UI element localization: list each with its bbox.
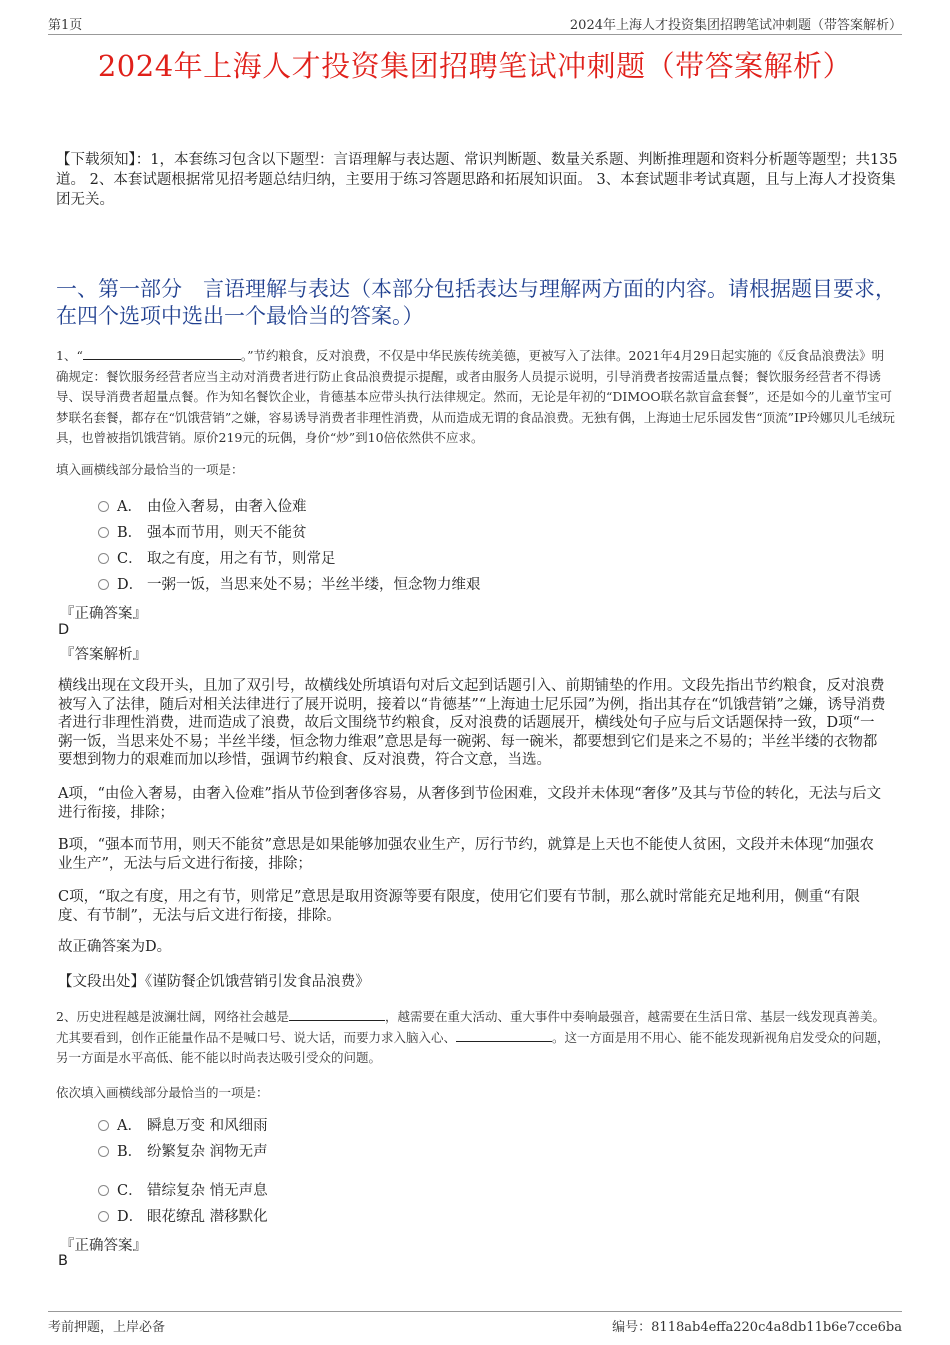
question-1-text bbox=[56, 346, 896, 449]
option-text: 纷繁复杂 润物无声 bbox=[147, 1144, 268, 1160]
q1-option-b[interactable] bbox=[98, 523, 307, 543]
option-key: D． bbox=[117, 577, 144, 593]
q1-answer-value: D bbox=[58, 622, 70, 638]
document-title: 2024年上海人才投资集团招聘笔试冲刺题（带答案解析） bbox=[97, 49, 853, 83]
option-text: 由俭入奢易，由奢入俭难 bbox=[147, 499, 307, 515]
option-key: A． bbox=[117, 499, 142, 515]
q1-option-a[interactable] bbox=[98, 497, 307, 517]
option-text: 眼花缭乱 潜移默化 bbox=[147, 1209, 268, 1225]
question-2-suffix: 。这一方面是用不用心、能不能发现新视角启发受众的问题，另一方面是水平高低、能不能以时尚表达吸引受众的问题。 bbox=[56, 1029, 890, 1065]
page-number: 第1页 bbox=[48, 18, 83, 33]
option-key: B． bbox=[117, 525, 143, 541]
radio-icon[interactable] bbox=[98, 553, 109, 564]
radio-icon[interactable] bbox=[98, 501, 109, 512]
option-key: D． bbox=[117, 1209, 144, 1225]
question-1-prefix: 1、“ bbox=[56, 348, 83, 363]
footer-doc-id: 编号：8118ab4effa220c4a8db11b6e7cce6ba bbox=[612, 1320, 902, 1335]
option-key: B． bbox=[117, 1144, 143, 1160]
q2-option-c[interactable] bbox=[98, 1181, 268, 1201]
page-footer bbox=[48, 1311, 902, 1334]
page-header bbox=[48, 14, 902, 35]
radio-icon[interactable] bbox=[98, 579, 109, 590]
option-key: C． bbox=[117, 1183, 143, 1199]
option-key: C． bbox=[117, 551, 143, 567]
question-2-middle: ，越需要在重大活动、重大事件中奏响最强音，越需要在生活日常、基层一线发现真善美。尤其要看到，创作正能量作品不是喊口号、说大话，而要力求入脑入心、 bbox=[56, 1009, 885, 1045]
q2-answer-value: B bbox=[58, 1253, 68, 1269]
q1-option-d[interactable] bbox=[98, 575, 481, 595]
q1-analysis-label: 『答案解析』 bbox=[60, 647, 147, 663]
option-key: A． bbox=[117, 1118, 142, 1134]
q1-analysis-paragraph: 横线出现在文段开头，且加了双引号，故横线处所填语句对后文起到话题引入、前期铺垫的作用。文段先指出节约粮食，反对浪费被写入了法律，随后对相关法律进行了展开说明，接着以“肯德基”“上海迪士尼乐园”为例，指出其存在“饥饿营销”之嫌，诱导消费者进行非理性消费，进而造成了浪费，故后文围绕节约粮食，反对浪费的话题展开，横线处句子应与后文话题保持一致，D项“一粥一饭，当思来处不易；半丝半缕，恒念物力维艰”意思是每一碗粥、每一碗米，都要想到它们是来之不易的；半丝半缕的衣物都要想到物力的艰难而加以珍惜，强调节约粮食、反对浪费，符合文意，当选。 bbox=[58, 678, 886, 768]
q1-option-c[interactable] bbox=[98, 549, 336, 569]
question-2-text bbox=[56, 1007, 896, 1069]
question-2-prefix: 2、历史进程越是波澜壮阔，网络社会越是 bbox=[56, 1009, 289, 1024]
q2-option-d[interactable] bbox=[98, 1207, 268, 1227]
radio-icon[interactable] bbox=[98, 1211, 109, 1222]
q1-answer-label: 『正确答案』 bbox=[60, 606, 147, 622]
question-2-prompt: 依次填入画横线部分最恰当的一项是： bbox=[56, 1085, 269, 1100]
section-heading: 一、第一部分 言语理解与表达（本部分包括表达与理解两方面的内容。请根据题目要求，在四个选项中选出一个最恰当的答案。） bbox=[56, 277, 896, 328]
q1-analysis-paragraph: B项，“强本而节用，则天不能贫”意思是如果能够加强农业生产，厉行节约，就算是上天也不能使人贫困，文段并未体现“加强农业生产”，无法与后文进行衔接，排除； bbox=[58, 837, 874, 872]
radio-icon[interactable] bbox=[98, 1185, 109, 1196]
q2-option-a[interactable] bbox=[98, 1116, 268, 1136]
question-2-blank-2 bbox=[456, 1028, 552, 1042]
q1-analysis-paragraph: A项，“由俭入奢易，由奢入俭难”指从节俭到奢侈容易，从奢侈到节俭困难，文段并未体现“奢侈”及其与节俭的转化，无法与后文进行衔接，排除； bbox=[58, 786, 882, 821]
question-1-prompt: 填入画横线部分最恰当的一项是： bbox=[56, 462, 244, 477]
q1-analysis-paragraph: C项，“取之有度，用之有节，则常足”意思是取用资源等要有限度，使用它们要有节制，那么就时常能充足地利用，侧重“有限度、有节制”，无法与后文进行衔接，排除。 bbox=[58, 889, 860, 924]
option-text: 错综复杂 悄无声息 bbox=[147, 1183, 268, 1199]
radio-icon[interactable] bbox=[98, 1146, 109, 1157]
q1-source: 【文段出处】《谨防餐企饥饿营销引发食品浪费》 bbox=[58, 974, 370, 990]
question-1-blank bbox=[83, 346, 241, 360]
header-doc-title: 2024年上海人才投资集团招聘笔试冲刺题（带答案解析） bbox=[569, 18, 902, 33]
question-2-blank-1 bbox=[289, 1007, 385, 1021]
q2-answer-label: 『正确答案』 bbox=[60, 1238, 147, 1254]
option-text: 取之有度，用之有节，则常足 bbox=[147, 551, 336, 567]
option-text: 瞬息万变 和风细雨 bbox=[147, 1118, 268, 1134]
footer-slogan: 考前押题，上岸必备 bbox=[48, 1320, 166, 1335]
radio-icon[interactable] bbox=[98, 1120, 109, 1131]
q2-option-b[interactable] bbox=[98, 1142, 268, 1162]
option-text: 强本而节用，则天不能贫 bbox=[147, 525, 307, 541]
option-text: 一粥一饭，当思来处不易；半丝半缕，恒念物力维艰 bbox=[147, 577, 481, 593]
question-1-body: 。”节约粮食，反对浪费，不仅是中华民族传统美德，更被写入了法律。2021年4月29日起实施的《反食品浪费法》明确规定：餐饮服务经营者应当主动对消费者进行防止食品浪费提示提醒，或者由服务人员提示说明，引导消费者按需适量点餐；餐饮服务经营者不得诱导、误导消费者超量点餐。作为知名餐饮企业，肯德基本应带头执行法律规定。然而，无论是年初的“DIMOO联名款盲盒套餐”，还是如今的儿童节宝可梦联名套餐，都存在“饥饿营销”之嫌，容易诱导消费者非理性消费，从而造成无谓的食品浪费。无独有偶，上海迪士尼乐园发售“顶流”IP玲娜贝儿毛绒玩具，也曾被指饥饿营销。原价219元的玩偶，身价“炒”到10倍依然供不应求。 bbox=[56, 348, 895, 445]
q1-analysis-paragraph: 故正确答案为D。 bbox=[58, 939, 172, 955]
radio-icon[interactable] bbox=[98, 527, 109, 538]
download-notice: 【下载须知】：1，本套练习包含以下题型：言语理解与表达题、常识判断题、数量关系题、判断推理题和资料分析题等题型；共135道。 2、本套试题根据常见招考题总结归纳，主要用于练习答题思路和拓展知识面。 3、本套试题非考试真题，且与上海人才投资集团无关。 bbox=[56, 152, 898, 208]
